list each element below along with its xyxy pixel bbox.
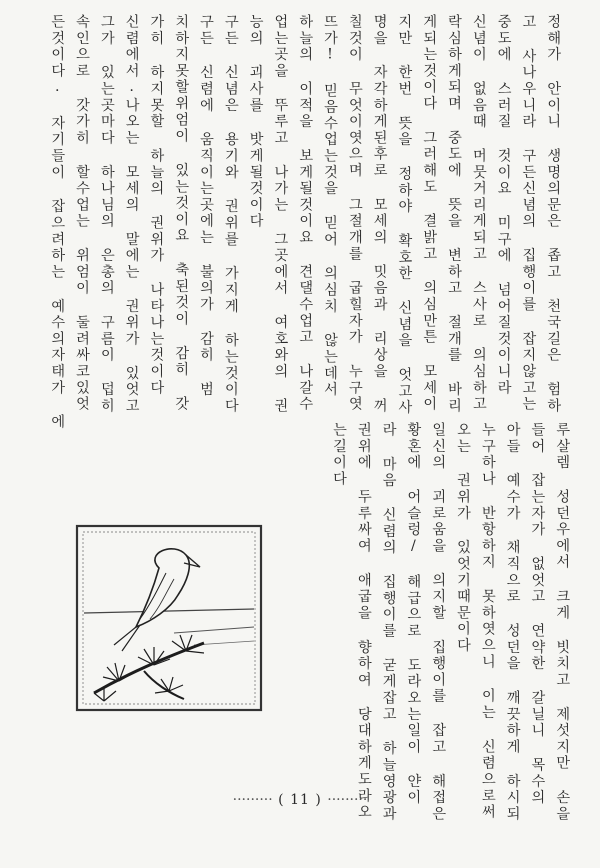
- footer-paren-close: ): [315, 792, 322, 808]
- footer-paren-open: (: [278, 792, 285, 808]
- text-column: 신념이 없음때 머뭇거리게되고 스사로 의심하고: [470, 14, 487, 413]
- text-column: 업는곳을 뚜루고 나가는 그곳에서 여호와의 권: [272, 14, 289, 415]
- text-column: 게되는것이다 그러해도 결밝고 의심만튼 모세이: [421, 14, 438, 413]
- text-column: 지만 한번 뜻을 정하야 확호한 신념을 엇고사: [396, 14, 413, 416]
- text-column: 하늘의 이적을 보게될것이요 견댈수업고 나갈수: [297, 14, 314, 413]
- text-column: 일신의 괴로움을 의지할 집행이를 잡고 해접은: [430, 422, 447, 823]
- text-column: 락심하게되며 중도에 뜻을 변하고 절개를 바리: [446, 14, 462, 415]
- text-column: 든것이다. 자기들이 잡으려하는 예수의자태가 에: [49, 14, 66, 431]
- text-column: 구든 신렴에 움직이는곳에는 불의가 감히 범: [198, 14, 214, 398]
- text-column: 고 사나우니라 구든신념의 집행이를 잡지않고는: [520, 14, 537, 413]
- text-column: 오는 권위가 있엇기때문이다: [455, 422, 471, 654]
- text-column: 신렴에서.나오는 모세의 말에는 권위가 있엇고: [123, 14, 140, 415]
- footer-dots-left: ·········: [232, 792, 273, 808]
- page-number: 11: [290, 792, 310, 808]
- text-column: 중도에 스러질 것이요 미구에 넘어질것이니라: [495, 14, 512, 397]
- text-column: 아들 예수가 채직으로 성던을 깨끗하게 하시되: [504, 422, 521, 823]
- text-column: 능의 괴사를 밧게될것이다: [247, 14, 264, 230]
- text-column: 뜨가! 믿음수업는것을 믿어 의심치 않는데서: [322, 14, 338, 398]
- text-column: 는길이다: [331, 422, 347, 488]
- text-column: 그가 있는곳마다 하나님의 은총의 구름이 덥히: [98, 14, 115, 415]
- text-column: 가히 하지못할 하늘의 권위가 나타나는것이다: [148, 14, 165, 397]
- text-column: 치하지못할위엄이 있는것이요 축된것이 감히 갓: [173, 14, 190, 413]
- text-column: 라 마음 신렴의 집행이를 굳게잡고 하늘영광과: [380, 422, 397, 823]
- text-column: 들어 잡는자가 없엇고 연약한 갈닐니 목수의: [529, 422, 546, 806]
- page-footer: [0, 792, 600, 808]
- text-column: 루살렘 성던우에서 크게 빗치고 제섯지만 손을: [554, 422, 571, 823]
- text-column: 칠것이 무엇이엿으며 그절개를 굽힐자가 누구엿: [346, 14, 363, 413]
- text-column: 누구하나 반항하지 못하엿으니 이는 신렴으로써: [479, 422, 496, 821]
- heron-pine-illustration-icon: [74, 523, 264, 713]
- footer-dots-right: ·········: [327, 792, 368, 808]
- text-column: 구든 신념은 용기와 권위를 가지게 하는것이다: [222, 14, 239, 415]
- text-column: 권위에 두루싸여 애굽을 향하여 당대하게도라오: [355, 422, 372, 821]
- text-column: 명을 자각하게된후로 모세의 밋음과 리상을 꺼: [371, 14, 388, 415]
- text-column: 황혼에 어슬렁/ 해급으로 도라오는일이 얀이: [405, 422, 422, 806]
- text-column: 정해가 안이니 생명의문은 좁고 천국길은 험하: [545, 14, 562, 415]
- text-column: 속인으로 갓가히 할수업는 위엄이 둘려싸코있엇: [74, 14, 90, 413]
